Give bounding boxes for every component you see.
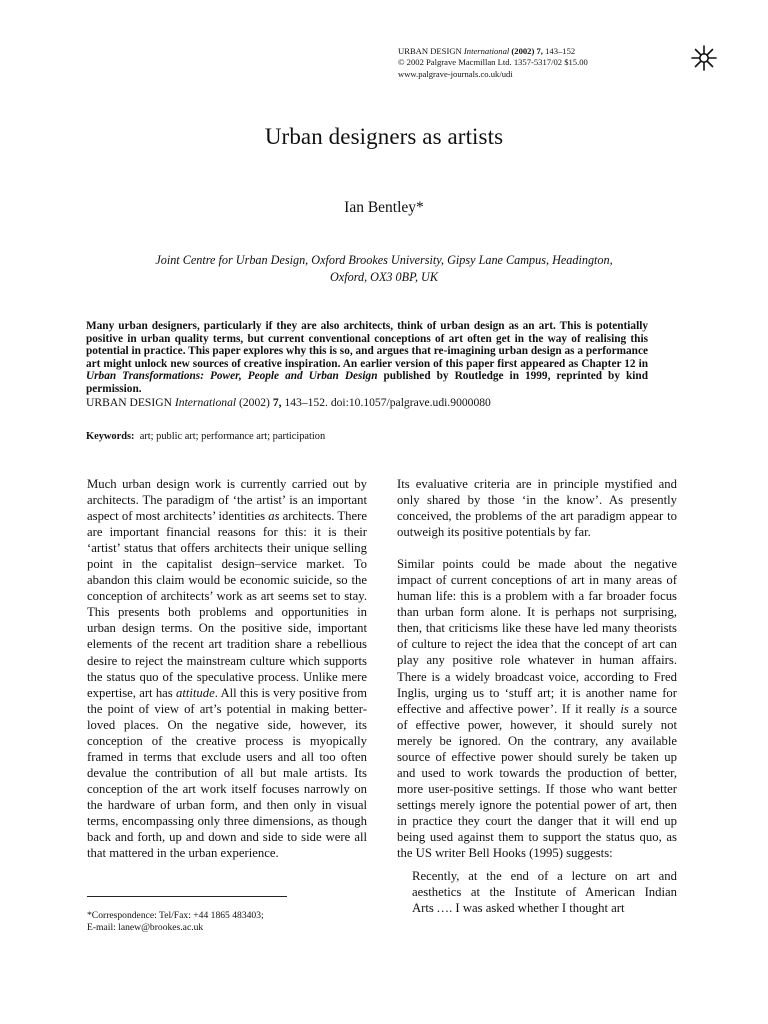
citation-volume: 7, [272,395,282,409]
body-emphasis: as [268,509,280,524]
body-text: Similar points could be made about the negative impact of current conceptions of art in many areas of human life: this is a problem with a far broader focus than urban form alone. It is perhaps not surprising, then, that criticisms like these have led many theorists of culture to reject the idea that the concept of art can play any positive role whatever in human affairs. There is a widely broadcast voice, according to Fred Inglis, urging us to ‘stuff art; it is another name for effective and affective power’. If it really [397,557,677,716]
author-affiliation [116,252,652,286]
body-paragraph [87,476,367,861]
body-text: . All this is very positive from the point of view of art’s potential in making better-loved places. On the negative side, however, its conception of the creative process is myopically framed in terms that exclude users and all too often devalue the contribution of all but male artists. Its conception of the art work itself focuses narrowly on the hardware of urban form, and then only in visual terms, encompassing only three dimensions, as though back and forth, up and down and side to side were all that mattered in the urban experience. [87,685,367,861]
journal-citation-line [398,46,698,57]
journal-volume: 7, [536,46,543,56]
footnote [87,910,377,934]
abstract [86,320,648,409]
footnote-correspondence: *Correspondence: Tel/Fax: +44 1865 483403; [87,910,264,921]
body-column-left [87,476,367,861]
abstract-book-title: Urban Transformations: Power, People and Urban Design [86,370,378,383]
journal-name-italic: International [463,46,510,56]
abstract-text [86,320,648,396]
body-text: Much urban design work is currently carried out by architects. The paradigm of ‘the artist’ is an important aspect of most architects’ identities [87,477,367,524]
abstract-text-part: published by Routledge in 1999, reprinted by kind permission. [86,370,648,395]
article-title: Urban designers as artists [264,124,504,149]
body-text: architects. There are important financial reasons for this: it is their ‘artist’ status that offers architects their unique selling point in the capitalist design–service market. To abandon this claim would be economic suicide, so the conception of architects’ work as art seems set to stay. This presents both problems and opportunities in urban design terms. On the positive side, important elements of the recent art tradition share a rebellious desire to reject the mainstream culture which supports the status quo of the speculative process. Unlike mere expertise, art has [87,509,367,700]
citation-journal-italic: International [174,395,237,409]
article-author: Ian Bentley* [344,199,424,216]
snowflake-logo-icon [690,44,718,72]
journal-url: www.palgrave-journals.co.uk/udi [398,68,513,79]
citation-doi: 143–152. doi:10.1057/palgrave.udi.9000080 [284,395,491,409]
keywords-label: Keywords: [86,431,135,442]
journal-year: (2002) [511,46,535,56]
body-emphasis: attitude [175,685,215,700]
block-quote: Recently, at the end of a lecture on art and aesthetics at the Institute of American Indian Arts …. I was asked whether I thought art [412,869,677,916]
abstract-text-part: Many urban designers, particularly if they are also architects, think of urban design as an art. This is potentially positive in urban quality terms, but current conventional conceptions of art often get in the way of realising this potential in practice. This paper explores why this is so, and argues that re-imagining urban design as a performance art might unlock new sources of creative inspiration. An earlier version of this paper first appeared as Chapter 12 in [86,320,648,370]
keywords [86,431,648,442]
journal-header [398,46,698,80]
affiliation-line-1: Joint Centre for Urban Design, Oxford Brookes University, Gipsy Lane Campus, Headington, [155,253,613,267]
journal-copyright: © 2002 Palgrave Macmillan Ltd. 1357-5317/02 $15.00 [398,57,588,68]
affiliation-line-2: Oxford, OX3 0BP, UK [330,270,438,284]
body-emphasis: is [620,701,629,716]
journal-pages: 143–152 [545,46,576,56]
body-column-right [397,476,677,916]
body-paragraph: Its evaluative criteria are in principle mystified and only shared by those ‘in the know’. As presently conceived, the problems of the art paradigm appear to outweigh its positive potentials by far. [397,477,677,540]
keywords-list: art; public art; performance art; participation [139,431,326,442]
footnote-divider [87,896,287,897]
citation-year: (2002) [239,395,270,409]
abstract-citation [86,396,648,409]
body-paragraph [397,556,677,861]
body-text: a source of effective power, however, it should surely not merely be ignored. On the contrary, any available source of effective power should surely be taken up and used to work towards the production of better, more user-positive settings. If those who want better settings merely ignore the potential power of art, then in practice they court the danger that it will end up being used against them to support the status quo, as the US writer Bell Hooks (1995) suggests: [397,701,678,861]
journal-name: URBAN DESIGN [398,46,462,56]
footnote-email: E-mail: lanew@brookes.ac.uk [87,922,204,933]
citation-journal: URBAN DESIGN [86,395,172,409]
